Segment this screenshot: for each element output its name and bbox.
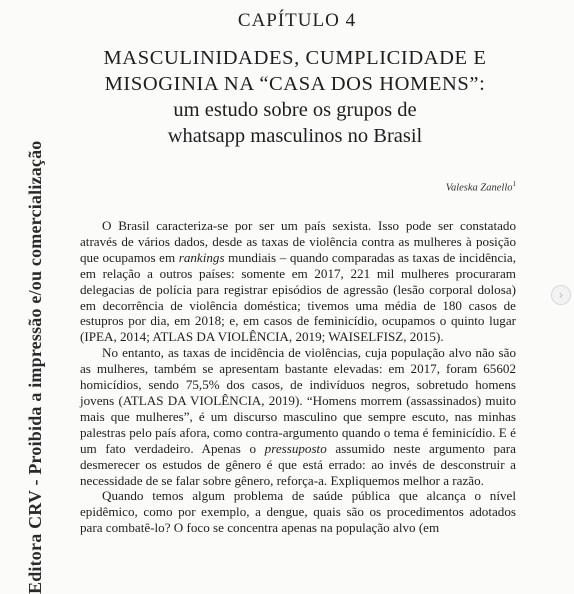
paragraph-1-emphasis: rankings <box>178 249 225 265</box>
paragraph-1 <box>80 218 516 345</box>
chapter-body <box>80 218 516 536</box>
author-footnote-marker: 1 <box>512 180 516 188</box>
author-byline <box>446 180 516 194</box>
paragraph-1-text-b: mundiais – quando comparadas as taxas de incidência, em relação a outros países: somente em 2017, 221 mil mulheres procuraram delegacias de polícia para registrar episódios de agressão (lesão corporal dolosa) em decorrência de violência doméstica; tivemos uma média de 180 casos de estupros por dia, em 2018; e, em casos de feminicídio, ocupamos o quinto lugar (IPEA, 2014; ATLAS DA VIOLÊNCIA, 2019; WAISELFISZ, 2015). <box>80 249 516 345</box>
paragraph-2 <box>80 345 516 488</box>
paragraph-2-text-a: No entanto, as taxas de incidência de violências, cuja população alvo não são as mulheres, também se apresentam bastante elevadas: em 2017, foram 65602 homicídios, sendo 75,5% dos casos, de indivíduos negros, sobretudo homens jovens (ATLAS DA VIOLÊNCIA, 2019). “Homens morrem (assassinados) muito mais que mulheres”, é um discurso masculino que sempre escuto, nas minhas palestras pelo país afora, como contra-argumento quando o tema é feminicídio. E é um fato verdadeiro. Apenas o <box>80 345 516 456</box>
paragraph-1-text-a: O Brasil caracteriza-se por ser um país sexista. Isso pode ser constatado através de vários dados, desde as taxas de violência contra as mulheres à posição que ocupamos em <box>80 218 516 265</box>
subtitle-line-1: um estudo sobre os grupos de <box>173 99 417 121</box>
side-copyright-banner: Editora CRV - Proibida a impressão e/ou comercialização <box>25 140 45 594</box>
chapter-label: CAPÍTULO 4 <box>237 10 357 31</box>
paragraph-2-emphasis: pressuposto <box>264 440 327 456</box>
paragraph-3-text-a: Quando temos algum problema de saúde pública que alcança o nível epidêmico, como por exemplo, a dengue, quais são os procedimentos adotados para combatê-lo? O foco se concentra apenas na população alvo (em <box>80 488 516 536</box>
paragraph-3 <box>80 488 516 536</box>
chevron-right-icon: › <box>558 288 564 302</box>
author-name: Valeska Zanello <box>445 182 513 194</box>
next-page-button[interactable] <box>551 285 571 305</box>
title-line-2: MISOGINIA NA “CASA DOS HOMENS”: <box>104 73 486 95</box>
title-line-1: MASCULINIDADES, CUMPLICIDADE E <box>103 47 487 69</box>
paragraph-2-text-b: assumido neste argumento para desmerecer os estudos de gênero é que está errado: ao invés de desconstruir a necessidade de se falar sobre gênero, reforça-a. Expliquemos melhor a razão. <box>80 440 516 488</box>
subtitle-line-2: whatsapp masculinos no Brasil <box>167 125 423 147</box>
chapter-title <box>70 45 520 149</box>
